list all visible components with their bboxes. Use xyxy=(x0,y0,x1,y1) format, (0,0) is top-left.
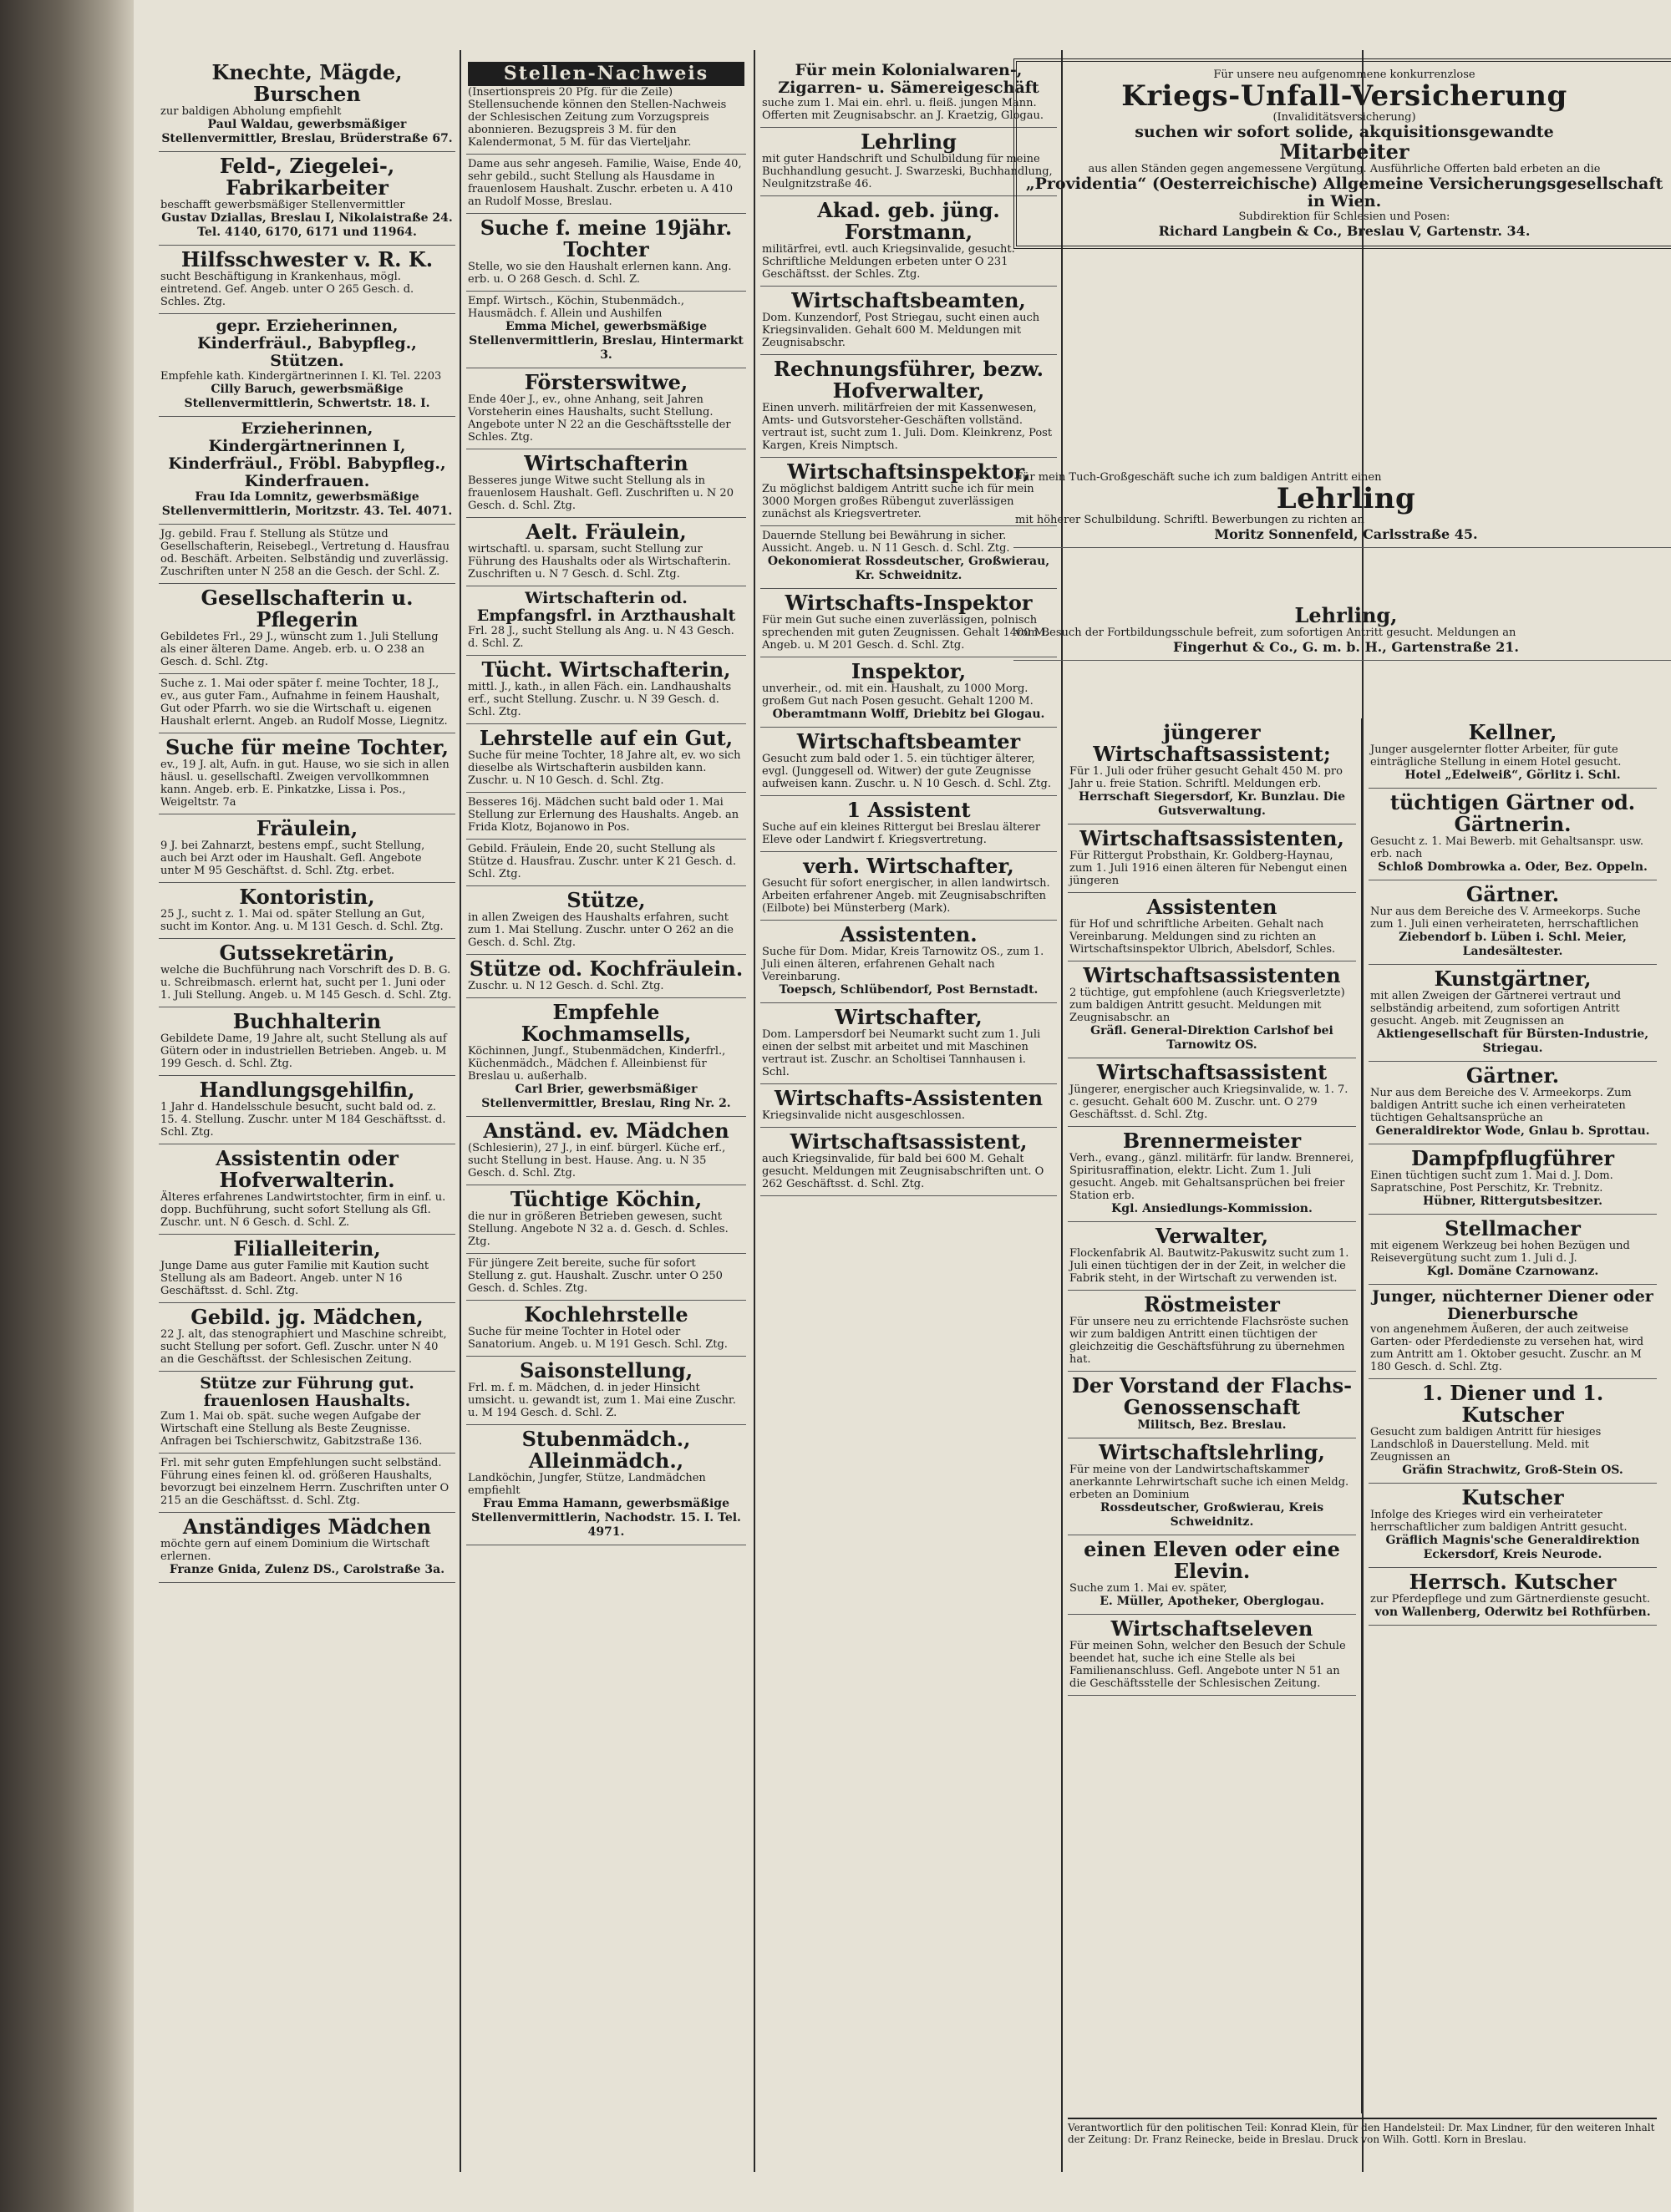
ad-company: „Providentia“ (Oesterreichische) Allgemeine Versicherungsgesellschaft in Wien. xyxy=(1025,175,1663,211)
ad-title: Der Vorstand der Flachs-Genossenschaft xyxy=(1071,1373,1353,1419)
ad-text: suche zum 1. Mai ein. ehrl. u. fleiß. jungen Mann. Offerten mit Zeugnisabschr. an J. Kraetzig, Glogau. xyxy=(762,97,1044,122)
ad-title: Kriegs-Unfall-Versicherung xyxy=(1121,79,1567,113)
ad-signature: E. Müller, Apotheker, Oberglogau. xyxy=(1100,1595,1324,1608)
ad-title: Wirtschaftsinspektor, xyxy=(787,459,1030,484)
ad-title: Wirtschaftslehrling, xyxy=(1099,1440,1325,1464)
ad-text: auch Kriegsinvalide, für bald bei 600 M. Gehalt gesucht. Meldungen mit Zeugnisabschriften unt. O 262 Geschäftsst. d. Schl. Ztg. xyxy=(762,1153,1044,1190)
ad-title: Wirtschafterin xyxy=(524,451,688,475)
ad-text: Zuschr. u. N 12 Gesch. d. Schl. Ztg. xyxy=(468,980,664,992)
classified-ad xyxy=(466,793,746,840)
ad-text: unverheir., od. mit ein. Haushalt, zu 1000 Morg. großem Gut nach Posen gesucht. Gehalt 1200 M. xyxy=(762,682,1034,708)
ad-title: Stütze, xyxy=(566,888,646,912)
ad-text: Für jüngere Zeit bereite, suche für sofort Stellung z. gut. Haushalt. Zuschr. unter O 250 Gesch. d. Schles. Ztg. xyxy=(468,1257,723,1295)
ad-signature: von Wallenberg, Oderwitz bei Rothfürben. xyxy=(1374,1606,1651,1619)
insurance-ad xyxy=(1013,58,1671,249)
ad-text: Für 1. Juli oder früher gesucht Gehalt 450 M. pro Jahr u. freie Station. Schriftl. Meldungen erb. xyxy=(1069,765,1343,790)
classified-ad xyxy=(760,128,1057,196)
ad-title: Buchhalterin xyxy=(232,1009,382,1033)
ad-title: Dampfpflugführer xyxy=(1410,1146,1615,1170)
ad-pre: Für mein Tuch-Großgeschäft suche ich zum baldigen Antritt einen xyxy=(1015,471,1382,484)
ad-title: Wirtschafterin od. Empfangsfrl. in Arzthaushalt xyxy=(476,589,736,625)
ad-title: Kunstgärtner, xyxy=(1434,966,1592,991)
classified-ad xyxy=(760,1084,1057,1128)
ad-text: Gesucht z. 1. Mai Bewerb. mit Gehaltsanspr. usw. erb. nach xyxy=(1370,835,1644,860)
column-4 xyxy=(1068,718,1657,2113)
column-rule xyxy=(1061,50,1063,2172)
ad-title: Stellen-Nachweis xyxy=(468,62,744,86)
ad-text: mit höherer Schulbildung. Schriftl. Bewerbungen zu richten an xyxy=(1015,514,1364,526)
ad-text: Frl. m. f. m. Mädchen, d. in jeder Hinsicht umsicht. u. gewandt ist, zum 1. Mai eine Zuschr. u. M 194 Gesch. d. Schl. Z. xyxy=(468,1382,736,1419)
classified-ad xyxy=(466,214,746,292)
classified-ad xyxy=(159,1303,455,1372)
ad-text: vom Besuch der Fortbildungsschule befreit, zum sofortigen Antritt gesucht. Meldungen an xyxy=(1015,627,1516,639)
classified-ad xyxy=(466,998,746,1117)
ad-text: Flockenfabrik Al. Bautwitz-Pakuswitz sucht zum 1. Juli einen tüchtigen der in der Zeit, in welcher die Fabrik steht, in der Wirtschaft zu verwenden ist. xyxy=(1069,1247,1349,1285)
ad-text: Zu möglichst baldigem Antritt suche ich für mein 3000 Morgen großes Rübengut zuverlässigen zunächst als Kriegsvertreter. xyxy=(762,483,1034,520)
ad-title: Assistentin oder Hofverwalterin. xyxy=(216,1146,399,1192)
imprint: Verantwortlich für den politischen Teil: Konrad Klein, für den Handelsteil: Dr. Max Lindner, für den weiteren Inhalt der Zeitung: Dr. Franz Reinecke, beide in Breslau. Druck von Wilh. Gottl. Korn in Breslau. xyxy=(1068,2118,1657,2145)
classified-ad xyxy=(1068,824,1356,893)
ad-signature: Richard Langbein & Co., Breslau V, Gartenstr. 34. xyxy=(1158,223,1531,239)
classified-ad xyxy=(1369,718,1657,789)
ad-signature: Gräfin Strachwitz, Groß-Stein OS. xyxy=(1402,1464,1623,1477)
ad-title: Wirtschaftsbeamter xyxy=(796,729,1021,753)
ad-text: Empf. Wirtsch., Köchin, Stubenmädch., Hausmädch. f. Allein und Aushilfen xyxy=(468,295,685,320)
ad-title: Lehrstelle auf ein Gut, xyxy=(479,726,734,750)
ad-title: Wirtschaftsbeamten, xyxy=(791,288,1026,312)
ad-title: Gärtner. xyxy=(1465,1063,1560,1088)
ad-text: Gebildete Dame, 19 Jahre alt, sucht Stellung als auf Gütern oder in industriellen Betrieben. Angeb. u. M 199 Gesch. d. Schl. Ztg. xyxy=(160,1032,447,1070)
ad-title: Kontoristin, xyxy=(239,885,375,909)
classified-ad xyxy=(466,886,746,955)
ad-signature: Rossdeutscher, Großwierau, Kreis Schweidnitz. xyxy=(1100,1501,1324,1529)
apprentice-ad-2 xyxy=(1013,601,1671,661)
ad-signature: Oekonomierat Rossdeutscher, Großwierau, Kr. Schweidnitz. xyxy=(767,555,1050,582)
ad-text: Empfehle kath. Kindergärtnerinnen I. Kl. Tel. 2203 xyxy=(160,370,442,383)
ad-text: Jüngerer, energischer auch Kriegsinvalide, w. 1. 7. c. gesucht. Gehalt 600 M. Zuschr. unt. O 279 Geschäftsst. d. Schl. Ztg. xyxy=(1069,1083,1348,1121)
classified-ad xyxy=(760,852,1057,921)
classified-ad xyxy=(159,314,455,417)
ad-title: Wirtschaftsassistent xyxy=(1096,1060,1328,1084)
classified-ad xyxy=(159,417,455,525)
classified-ad xyxy=(466,155,746,214)
ad-title: Rechnungsführer, bezw. Hofverwalter, xyxy=(774,357,1044,403)
ad-title: Stubenmädch., Alleinmädch., xyxy=(521,1427,691,1473)
ad-title: 1 Assistent xyxy=(846,798,971,822)
ad-title: Filialleiterin, xyxy=(233,1236,381,1261)
classified-ad xyxy=(159,1144,455,1235)
ad-text: Dauernde Stellung bei Bewährung in sicher. Aussicht. Angeb. u. N 11 Gesch. d. Schl. Ztg. xyxy=(762,530,1010,555)
ad-title: Tücht. Wirtschafterin, xyxy=(481,657,731,682)
ad-text: Suche für Dom. Midar, Kreis Tarnowitz OS., zum 1. Juli einen älteren, erfahrenen Gehalt nach Vereinbarung. xyxy=(762,946,1044,983)
ad-text: welche die Buchführung nach Vorschrift des D. B. G. u. Schreibmasch. erlernt hat, sucht per 1. Juni oder 1. Juli Stellung. Angeb. u. M 145 Gesch. d. Schl. Ztg. xyxy=(160,964,452,1002)
ad-title: Kellner, xyxy=(1468,720,1557,744)
ad-title: Inspektor, xyxy=(851,659,967,683)
ad-text: Besseres 16j. Mädchen sucht bald oder 1. Mai Stellung zur Erlernung des Haushalts. Angeb. an Frida Klotz, Bojanowo in Pos. xyxy=(468,796,739,834)
ad-text: mit guter Handschrift und Schulbildung für meine Buchhandlung gesucht. J. Swarzeski, Buchhandlung, Neulgnitzstraße 46. xyxy=(762,153,1053,190)
ad-signature: Generaldirektor Wode, Gnlau b. Sprottau. xyxy=(1375,1124,1650,1138)
ad-title: Gutssekretärin, xyxy=(219,941,395,965)
column-4-right xyxy=(1369,718,1657,1626)
ad-signature: Carl Brier, gewerbsmäßiger Stellenvermittler, Breslau, Ring Nr. 2. xyxy=(481,1083,731,1110)
ad-title: Wirtschafter, xyxy=(835,1005,983,1029)
ad-title: Knechte, Mägde, Burschen xyxy=(211,60,403,106)
ad-signature: Aktiengesellschaft für Bürsten-Industrie, Striegau. xyxy=(1376,1027,1649,1055)
ad-title: Wirtschaftsassistent, xyxy=(790,1129,1028,1154)
ad-text: Kriegsinvalide nicht ausgeschlossen. xyxy=(762,1109,966,1122)
classified-ad xyxy=(159,814,455,883)
ad-text: 22 J. alt, das stenographiert und Maschine schreibt, sucht Stellung per sofort. Gefl. Zuschr. unter N 40 an die Geschäftsst. der Schlesischen Zeitung. xyxy=(160,1328,447,1366)
ad-text: mit eigenem Werkzeug bei hohen Bezügen und Reisevergütung sucht zum 1. Juli d. J. xyxy=(1370,1240,1630,1265)
column-1 xyxy=(159,58,455,2164)
ad-title: Herrsch. Kutscher xyxy=(1409,1570,1617,1594)
ad-title: Assistenten xyxy=(1146,895,1277,919)
ad-title: Saisonstellung, xyxy=(519,1358,693,1382)
ad-title: 1. Diener und 1. Kutscher xyxy=(1421,1381,1604,1427)
ad-text: Nur aus dem Bereiche des V. Armeekorps. Suche zum 1. Juli einen verheirateten, herrschaftlichen xyxy=(1370,906,1641,931)
ad-signature: Kgl. Ansiedlungs-Kommission. xyxy=(1111,1202,1313,1215)
classified-ad xyxy=(760,796,1057,852)
ad-signature: Militsch, Bez. Breslau. xyxy=(1137,1418,1287,1432)
classified-ad xyxy=(760,589,1057,657)
ad-signature: Ziebendorf b. Lüben i. Schl. Meier, Landesältester. xyxy=(1399,931,1627,958)
ad-text: ev., 19 J. alt, Aufn. in gut. Hause, wo sie sich in allen häusl. u. gesellschaftl. Zweigen vervollkommnen kann. Angeb. erb. E. Pinkatzke, Lissa i. Pos., Weigeltstr. 7a xyxy=(160,758,449,809)
ad-text: (Insertionspreis 20 Pfg. für die Zeile) Stellensuchende können den Stellen-Nachweis der Schlesischen Zeitung zum Vorzugspreis abonnieren. Bezugspreis 3 M. für den Kalendermonat, 5 M. für das Vierteljahr. xyxy=(468,86,727,149)
classified-ad xyxy=(159,1076,455,1144)
ad-text: 2 tüchtige, gut empfohlene (auch Kriegsverletzte) zum baldigen Antritt gesucht. Meldungen mit Zeugnisabschr. an xyxy=(1069,987,1345,1024)
ad-text: Suche für meine Tochter, 18 Jahre alt, ev. wo sich dieselbe als Wirtschafterin ausbilden kann. Zuschr. u. N 10 Gesch. d. Schl. Ztg. xyxy=(468,749,741,787)
ad-text: Stelle, wo sie den Haushalt erlernen kann. Ang. erb. u. O 268 Gesch. d. Schl. Z. xyxy=(468,261,732,286)
classified-ad xyxy=(1369,880,1657,965)
ad-title: Wirtschaftseleven xyxy=(1110,1616,1313,1641)
ad-text: Dom. Lampersdorf bei Neumarkt sucht zum 1. Juli einen der selbst mit arbeitet und mit Maschinen vertraut ist. Zuschr. an Scholtisei Tannhausen i. Schl. xyxy=(762,1028,1041,1078)
classified-ad xyxy=(159,1007,455,1076)
ad-text: Nur aus dem Bereiche des V. Armeekorps. Zum baldigen Antritt suche ich einen verheirateten tüchtigen Gehaltsansprüche an xyxy=(1370,1087,1632,1124)
ad-signature: Frau Ida Lomnitz, gewerbsmäßige Stellenvermittlerin, Moritzstr. 43. Tel. 4071. xyxy=(161,490,453,518)
ad-title: Stellmacher xyxy=(1445,1216,1581,1240)
ad-text: Ende 40er J., ev., ohne Anhang, seit Jahren Vorsteherin eines Haushalts, sucht Stellung. Angebote unter N 22 an die Geschäftsstelle der Schles. Ztg. xyxy=(468,393,731,444)
column-4-left xyxy=(1068,718,1356,1696)
ad-title: Verwalter, xyxy=(1155,1224,1269,1248)
classified-ad xyxy=(466,58,746,155)
binding-spine xyxy=(0,0,134,2212)
ad-title: verh. Wirtschafter, xyxy=(803,854,1014,878)
ad-title: Röstmeister xyxy=(1144,1292,1280,1317)
classified-ad xyxy=(1369,1062,1657,1144)
ad-title: Tüchtige Köchin, xyxy=(510,1187,703,1211)
classified-ad xyxy=(1068,1535,1356,1615)
ad-agent: Subdirektion für Schlesien und Posen: xyxy=(1238,211,1450,223)
ad-text: Gesucht zum baldigen Antritt für hiesiges Landschloß in Dauerstellung. Meld. mit Zeugnissen an xyxy=(1370,1426,1602,1464)
classified-ad xyxy=(1369,1285,1657,1379)
classified-ad xyxy=(760,196,1057,287)
classified-ad xyxy=(1369,965,1657,1062)
ad-text: für Hof und schriftliche Arbeiten. Gehalt nach Vereinbarung. Meldungen sind zu richten an Wirtschaftsinspektor Ulbrich, Abelsdorf, Schles. xyxy=(1069,918,1336,956)
classified-ad xyxy=(1068,1222,1356,1291)
ad-text: Landköchin, Jungfer, Stütze, Landmädchen empfiehlt xyxy=(468,1472,706,1497)
ad-text: Dame aus sehr angeseh. Familie, Waise, Ende 40, sehr gebild., sucht Stellung als Hausdame in frauenlosem Haushalt. Zuschr. erbeten u. A 410 an Rudolf Mosse, Breslau. xyxy=(468,158,742,208)
ad-title: Feld-, Ziegelei-, Fabrikarbeiter xyxy=(219,154,395,200)
ad-signature: Schloß Dombrowka a. Oder, Bez. Oppeln. xyxy=(1378,860,1648,874)
ad-title: Assistenten. xyxy=(840,922,978,946)
ad-text: suchen wir sofort solide, akquisitionsgewandte xyxy=(1135,123,1554,141)
ad-text: wirtschaftl. u. sparsam, sucht Stellung zur Führung des Haushalts oder als Wirtschafterin. Zuschriften u. N 7 Gesch. d. Schl. Ztg. xyxy=(468,543,731,581)
classified-ad xyxy=(760,458,1057,526)
classified-ad xyxy=(466,1425,746,1545)
ad-title: jüngerer Wirtschaftsassistent; xyxy=(1093,720,1331,766)
ad-text: zur Pferdepflege und zum Gärtnerdienste gesucht. xyxy=(1370,1593,1650,1606)
classified-ad xyxy=(159,883,455,939)
column-3 xyxy=(760,58,1057,2164)
ad-title: Hilfsschwester v. R. K. xyxy=(180,247,434,271)
classified-ad xyxy=(760,355,1057,458)
classified-ad xyxy=(760,1003,1057,1084)
ad-title: Försterswitwe, xyxy=(524,370,688,394)
classified-ad xyxy=(159,246,455,314)
classified-ad xyxy=(760,58,1057,128)
ad-text: die nur in größeren Betrieben gewesen, sucht Stellung. Angebote N 32 a. d. Gesch. d. Schles. Ztg. xyxy=(468,1210,729,1248)
classified-ad xyxy=(159,1454,455,1513)
ad-text: in allen Zweigen des Haushalts erfahren, sucht zum 1. Mai Stellung. Zuschr. unter O 262 an die Gesch. d. Schl. Ztg. xyxy=(468,911,734,949)
classified-ad xyxy=(1068,893,1356,961)
ad-signature: Oberamtmann Wolff, Driebitz bei Glogau. xyxy=(772,708,1045,721)
classified-ad xyxy=(760,1128,1057,1196)
classified-ad xyxy=(760,287,1057,355)
apprentice-ad-1 xyxy=(1013,468,1671,548)
ad-title: Lehrling xyxy=(1276,482,1416,515)
ad-text: Dom. Kunzendorf, Post Striegau, sucht einen auch Kriegsinvaliden. Gehalt 600 M. Meldungen mit Zeugnisabschr. xyxy=(762,312,1040,349)
ad-title: Suche f. meine 19jähr. Tochter xyxy=(480,216,733,261)
classified-ad xyxy=(1369,1215,1657,1285)
ad-title: Wirtschaftsassistenten xyxy=(1083,963,1341,987)
column-rule xyxy=(460,50,461,2172)
classified-ad xyxy=(1369,1144,1657,1215)
ad-signature: Herrschaft Siegersdorf, Kr. Bunzlau. Die Gutsverwaltung. xyxy=(1079,790,1345,818)
ad-title: Lehrling, xyxy=(1294,603,1398,627)
classified-ad xyxy=(466,656,746,724)
ad-text: Gesucht zum bald oder 1. 5. ein tüchtiger älterer, evgl. (Junggesell od. Witwer) der gute Zeugnisse aufweisen kann. Zuschr. u. N 10 Gesch. d. Schl. Ztg. xyxy=(762,753,1051,790)
classified-ad xyxy=(159,525,455,584)
classified-ad xyxy=(466,518,746,586)
ad-signature: Fingerhut & Co., G. m. b. H., Gartenstraße 21. xyxy=(1172,639,1519,655)
ad-title: Gesellschafterin u. Pflegerin xyxy=(201,586,414,632)
ad-text: Junger ausgelernter flotter Arbeiter, für gute einträgliche Stellung in einem Hotel gesucht. xyxy=(1370,743,1622,769)
ad-text: Einen unverh. militärfreien der mit Kassenwesen, Amts- und Gutsvorsteher-Geschäften vollständ. vertraut ist, sucht zum 1. Juli. Dom. Kleinkrenz, Post Kargen, Kreis Nimptsch. xyxy=(762,402,1053,452)
classified-ad xyxy=(466,1117,746,1185)
ad-signature: Emma Michel, gewerbsmäßige Stellenvermittlerin, Breslau, Hintermarkt 3. xyxy=(469,320,744,362)
ad-text: Einen tüchtigen sucht zum 1. Mai d. J. Dom. Sapratschine, Post Perschitz, Kr. Trebnitz. xyxy=(1370,1169,1613,1195)
classified-ad xyxy=(466,1185,746,1254)
ad-signature: Gustav Dziallas, Breslau I, Nikolaistraße 24. Tel. 4140, 6170, 6171 und 11964. xyxy=(161,211,453,239)
classified-ad xyxy=(466,368,746,449)
classified-ad xyxy=(159,939,455,1007)
classified-ad xyxy=(1369,789,1657,880)
ad-text: Besseres junge Witwe sucht Stellung als in frauenlosem Haushalt. Gefl. Zuschriften u. N 20 Gesch. d. Schl. Ztg. xyxy=(468,474,734,512)
ad-text: (Schlesierin), 27 J., in einf. bürgerl. Küche erf., sucht Stellung in best. Hause. Ang. u. N 35 Gesch. d. Schl. Ztg. xyxy=(468,1142,726,1180)
ad-signature: Gräflich Magnis'sche Generaldirektion Eckersdorf, Kreis Neurode. xyxy=(1385,1534,1640,1561)
classified-ad xyxy=(1369,1484,1657,1568)
classified-ad xyxy=(466,1357,746,1425)
ad-title: Erzieherinnen, Kindergärtnerinnen I, Kinderfräul., Fröbl. Babypfleg., Kinderfrauen. xyxy=(168,419,446,490)
classified-ad xyxy=(1369,1568,1657,1626)
ad-signature: Franze Gnida, Zulenz DS., Carolstraße 3a. xyxy=(169,1563,445,1576)
classified-ad xyxy=(466,1301,746,1357)
ad-text: Suche zum 1. Mai ev. später, xyxy=(1069,1582,1227,1595)
classified-ad xyxy=(1068,718,1356,824)
ad-signature: Toepsch, Schlübendorf, Post Bernstadt. xyxy=(779,983,1039,997)
classified-ad xyxy=(159,584,455,674)
ad-text: Infolge des Krieges wird ein verheirateter herrschaftlicher zum baldigen Antritt gesucht. xyxy=(1370,1509,1628,1534)
newspaper-page xyxy=(134,0,1671,2212)
ad-text: Junge Dame aus guter Familie mit Kaution sucht Stellung als am Badeort. Angeb. unter N 16 Geschäftsst. d. Schl. Ztg. xyxy=(160,1260,429,1297)
classified-ad xyxy=(159,1513,455,1583)
ad-text: Gesucht für sofort energischer, in allen landwirtsch. Arbeiten erfahrener Angeb. mit Zeugnisabschriften (Eilbote) bei Münsterberg (Mark). xyxy=(762,877,1050,915)
classified-ad xyxy=(466,586,746,656)
ad-text: Für mein Gut suche einen zuverlässigen, polnisch sprechenden mit guten Zeugnissen. Gehalt 1400 M. Angeb. u. M 201 Gesch. d. Schl. Ztg. xyxy=(762,614,1049,652)
ad-text: Suche z. 1. Mai oder später f. meine Tochter, 18 J., ev., aus guter Fam., Aufnahme in feinem Haushalt, Gut oder Pfarrh. wo sie die Wirtschaft u. eigenen Haushalt erlernt. Angeb. an Rudolf Mosse, Liegnitz. xyxy=(160,677,448,728)
classified-ad xyxy=(1068,1615,1356,1696)
ad-title: Aelt. Fräulein, xyxy=(526,520,687,544)
ad-title: Fräulein, xyxy=(256,816,358,840)
ad-title: Akad. geb. jüng. Forstmann, xyxy=(817,198,1000,244)
ad-signature: Hotel „Edelweiß“, Görlitz i. Schl. xyxy=(1404,769,1621,782)
classified-ad xyxy=(1068,961,1356,1058)
ad-signature: Gräfl. General-Direktion Carlshof bei Tarnowitz OS. xyxy=(1090,1024,1333,1052)
ad-text: Gebildetes Frl., 29 J., wünscht zum 1. Juli Stellung als einer älteren Dame. Angeb. erb. u. O 238 an Gesch. d. Schl. Ztg. xyxy=(160,631,439,668)
ad-title: Anständiges Mädchen xyxy=(182,1514,432,1539)
classified-ad xyxy=(1068,1291,1356,1372)
ad-title: Wirtschafts-Assistenten xyxy=(774,1086,1044,1110)
ad-signature: Kgl. Domäne Czarnowanz. xyxy=(1426,1265,1599,1278)
ad-pre: Für unsere neu aufgenommene konkurrenzlose xyxy=(1213,68,1475,81)
ad-text: Für meine von der Landwirtschaftskammer anerkannte Lehrwirtschaft suche ich einen Meldg. erbeten an Dominium xyxy=(1069,1464,1349,1501)
ad-title: Für mein Kolonialwaren-, Zigarren- u. Sämereigeschäft xyxy=(778,61,1039,97)
classified-ad xyxy=(760,657,1057,728)
ad-title: tüchtigen Gärtner od. Gärtnerin. xyxy=(1389,790,1636,836)
ad-signature: Moritz Sonnenfeld, Carlsstraße 45. xyxy=(1214,526,1478,542)
classified-ad xyxy=(159,1235,455,1303)
classified-ad xyxy=(159,1372,455,1454)
ad-title: Anständ. ev. Mädchen xyxy=(483,1119,729,1143)
classified-ad xyxy=(466,1254,746,1301)
ad-text: 9 J. bei Zahnarzt, bestens empf., sucht Stellung, auch bei Arzt oder im Haushalt. Gefl. Angebote unter M 95 Geschäftst. d. Schl. Ztg. erbet. xyxy=(160,840,425,877)
ad-text: Frl. 28 J., sucht Stellung als Ang. u. N 43 Gesch. d. Schl. Z. xyxy=(468,625,734,650)
ad-text: sucht Beschäftigung in Krankenhaus, mögl. eintretend. Gef. Angeb. unter O 265 Gesch. d. Schles. Ztg. xyxy=(160,271,414,308)
ad-signature: Frau Emma Hamann, gewerbsmäßige Stellenvermittlerin, Nachodstr. 15. I. Tel. 4971. xyxy=(471,1497,741,1539)
classified-ad xyxy=(466,955,746,998)
classified-ad xyxy=(1068,1058,1356,1127)
ad-text: zur baldigen Abholung empfiehlt xyxy=(160,105,342,118)
ad-text: Frl. mit sehr guten Empfehlungen sucht selbständ. Führung eines feinen kl. od. größeren Haushalts, bevorzugt bei einzelnem Herrn. Zuschriften unter O 215 an die Geschäftsst. d. Schl. Ztg. xyxy=(160,1457,449,1507)
classified-ad xyxy=(1068,1438,1356,1535)
classified-ad xyxy=(159,733,455,814)
classified-ad xyxy=(760,728,1057,796)
ad-text: mittl. J., kath., in allen Fäch. ein. Landhaushalts erf., sucht Stellung. Zuschr. u. N 39 Gesch. d. Schl. Ztg. xyxy=(468,681,732,718)
ad-signature: Cilly Baruch, gewerbsmäßige Stellenvermittlerin, Schwertstr. 18. I. xyxy=(184,383,430,410)
classified-ad xyxy=(466,449,746,518)
ad-title: Stütze od. Kochfräulein. xyxy=(469,956,744,981)
classified-ad xyxy=(466,292,746,368)
ad-title: Kochlehrstelle xyxy=(524,1302,688,1327)
ad-title: Handlungsgehilfin, xyxy=(199,1078,415,1102)
ad-text: beschafft gewerbsmäßiger Stellenvermittler xyxy=(160,199,405,211)
classified-ad xyxy=(159,152,455,246)
ad-text: Verh., evang., gänzl. militärfr. für landw. Brennerei, Spiritusraffination, elektr. Licht. Zum 1. Juli gesucht. Angeb. mit Gehaltsansprüchen bei freier Station erb. xyxy=(1069,1152,1354,1202)
ad-text: Zum 1. Mai ob. spät. suche wegen Aufgabe der Wirtschaft eine Stellung als Beste Zeugnisse. Anfragen bei Tschierschwitz, Gabitzstraße 136. xyxy=(160,1410,423,1448)
column-rule xyxy=(1361,718,1363,2113)
ad-title: Junger, nüchterner Diener oder Dienerbursche xyxy=(1372,1287,1653,1323)
ad-text: von angenehmem Äußeren, der auch zeitweise Garten- oder Pferdedienste zu versehen hat, wird zum Antritt am 1. Oktober gesucht. Zuschr. an M 180 Gesch. d. Schl. Ztg. xyxy=(1370,1323,1644,1373)
ad-text: mit allen Zweigen der Gärtnerei vertraut und selbständig arbeitend, zum sofortigen Antritt gesucht. Angeb. mit Zeugnissen an xyxy=(1370,990,1622,1027)
ad-text: 25 J., sucht z. 1. Mai od. später Stellung an Gut, sucht im Kontor. Ang. u. M 131 Gesch. d. Schl. Ztg. xyxy=(160,908,444,933)
ad-title: Wirtschafts-Inspektor xyxy=(785,591,1033,615)
ad-text: militärfrei, evtl. auch Kriegsinvalide, gesucht. Schriftliche Meldungen erbeten unter O 231 Geschäftsst. der Schles. Ztg. xyxy=(762,243,1015,281)
classified-ad xyxy=(159,674,455,733)
ad-title: Kutscher xyxy=(1461,1485,1564,1509)
ad-title: Empfehle Kochmamsells, xyxy=(521,1000,692,1046)
classified-ad xyxy=(159,58,455,152)
ad-title: Lehrling xyxy=(861,129,957,154)
ad-title: Gärtner. xyxy=(1465,882,1560,906)
ad-signature: Paul Waldau, gewerbsmäßiger Stellenvermittler, Breslau, Brüderstraße 67. xyxy=(161,118,453,145)
ad-title: Stütze zur Führung gut. frauenlosen Haushalts. xyxy=(200,1374,414,1410)
ad-text: Für unsere neu zu errichtende Flachsröste suchen wir zum baldigen Antritt einen tüchtigen der gleichzeitig die Geschäftsführung zu übernehmen hat. xyxy=(1069,1316,1348,1366)
classified-ad xyxy=(1369,1379,1657,1484)
classified-ad xyxy=(1068,1372,1356,1438)
ad-title: gepr. Erzieherinnen, Kinderfräul., Babypfleg., Stützen. xyxy=(197,317,417,370)
ad-signature: Hübner, Rittergutsbesitzer. xyxy=(1422,1195,1603,1208)
ad-sub: (Invaliditätsversicherung) xyxy=(1272,111,1416,124)
ad-text: Älteres erfahrenes Landwirtstochter, firm in einf. u. dopp. Buchführung, sucht sofort Stellung als Gfl. Zuschr. unt. N 6 Gesch. d. Schl. Z. xyxy=(160,1191,446,1229)
ad-text: Gebild. Fräulein, Ende 20, sucht Stellung als Stütze d. Hausfrau. Zuschr. unter K 21 Gesch. d. Schl. Ztg. xyxy=(468,843,736,880)
ad-text: Suche für meine Tochter in Hotel oder Sanatorium. Angeb. u. M 191 Gesch. Schl. Ztg. xyxy=(468,1326,728,1351)
column-rule xyxy=(754,50,755,2172)
ad-text: 1 Jahr d. Handelsschule besucht, sucht bald od. z. 15. 4. Stellung. Zuschr. unter M 184 Geschäftsst. d. Schl. Ztg. xyxy=(160,1101,446,1139)
ad-after: aus allen Ständen gegen angemessene Vergütung. Ausführliche Offerten bald erbeten an die xyxy=(1088,163,1601,175)
classified-ad xyxy=(466,724,746,793)
classified-ad xyxy=(466,840,746,886)
ad-title: Suche für meine Tochter, xyxy=(165,735,449,759)
ad-text: Für Rittergut Probsthain, Kr. Goldberg-Haynau, zum 1. Juli 1916 einen älteren für Nebengut einen jüngeren xyxy=(1069,850,1348,887)
ad-text: möchte gern auf einem Dominium die Wirtschaft erlernen. xyxy=(160,1538,430,1563)
classified-ad xyxy=(760,526,1057,589)
ad-text: Köchinnen, Jungf., Stubenmädchen, Kinderfrl., Küchenmädch., Mädchen f. Alleinbienst für Breslau u. außerhalb. xyxy=(468,1045,726,1083)
classified-ad xyxy=(760,921,1057,1003)
ad-title: Gebild. jg. Mädchen, xyxy=(190,1305,424,1329)
classified-ad xyxy=(1068,1127,1356,1222)
ad-title: Wirtschaftsassistenten, xyxy=(1079,826,1344,850)
ad-title: einen Eleven oder eine Elevin. xyxy=(1084,1537,1340,1583)
ad-title: Brennermeister xyxy=(1122,1129,1302,1153)
column-2 xyxy=(466,58,746,2164)
ad-text: Für meinen Sohn, welcher den Besuch der Schule beendet hat, suche ich eine Stelle als bei Familienanschluss. Gefl. Angebote unter N 51 an die Geschäftsstelle der Schlesischen Zeitung. xyxy=(1069,1640,1346,1690)
ad-text: Suche auf ein kleines Rittergut bei Breslau älterer Eleve oder Landwirt f. Kriegsvertretung. xyxy=(762,821,1041,846)
ad-mid: Mitarbeiter xyxy=(1279,140,1409,164)
ad-text: Jg. gebild. Frau f. Stellung als Stütze und Gesellschafterin, Reisebegl., Vertretung d. Hausfrau od. Beschäft. Arbeiten. Selbständig und zuverlässig. Zuschriften unter N 258 an die Gesch. der Schl. Z. xyxy=(160,528,449,578)
